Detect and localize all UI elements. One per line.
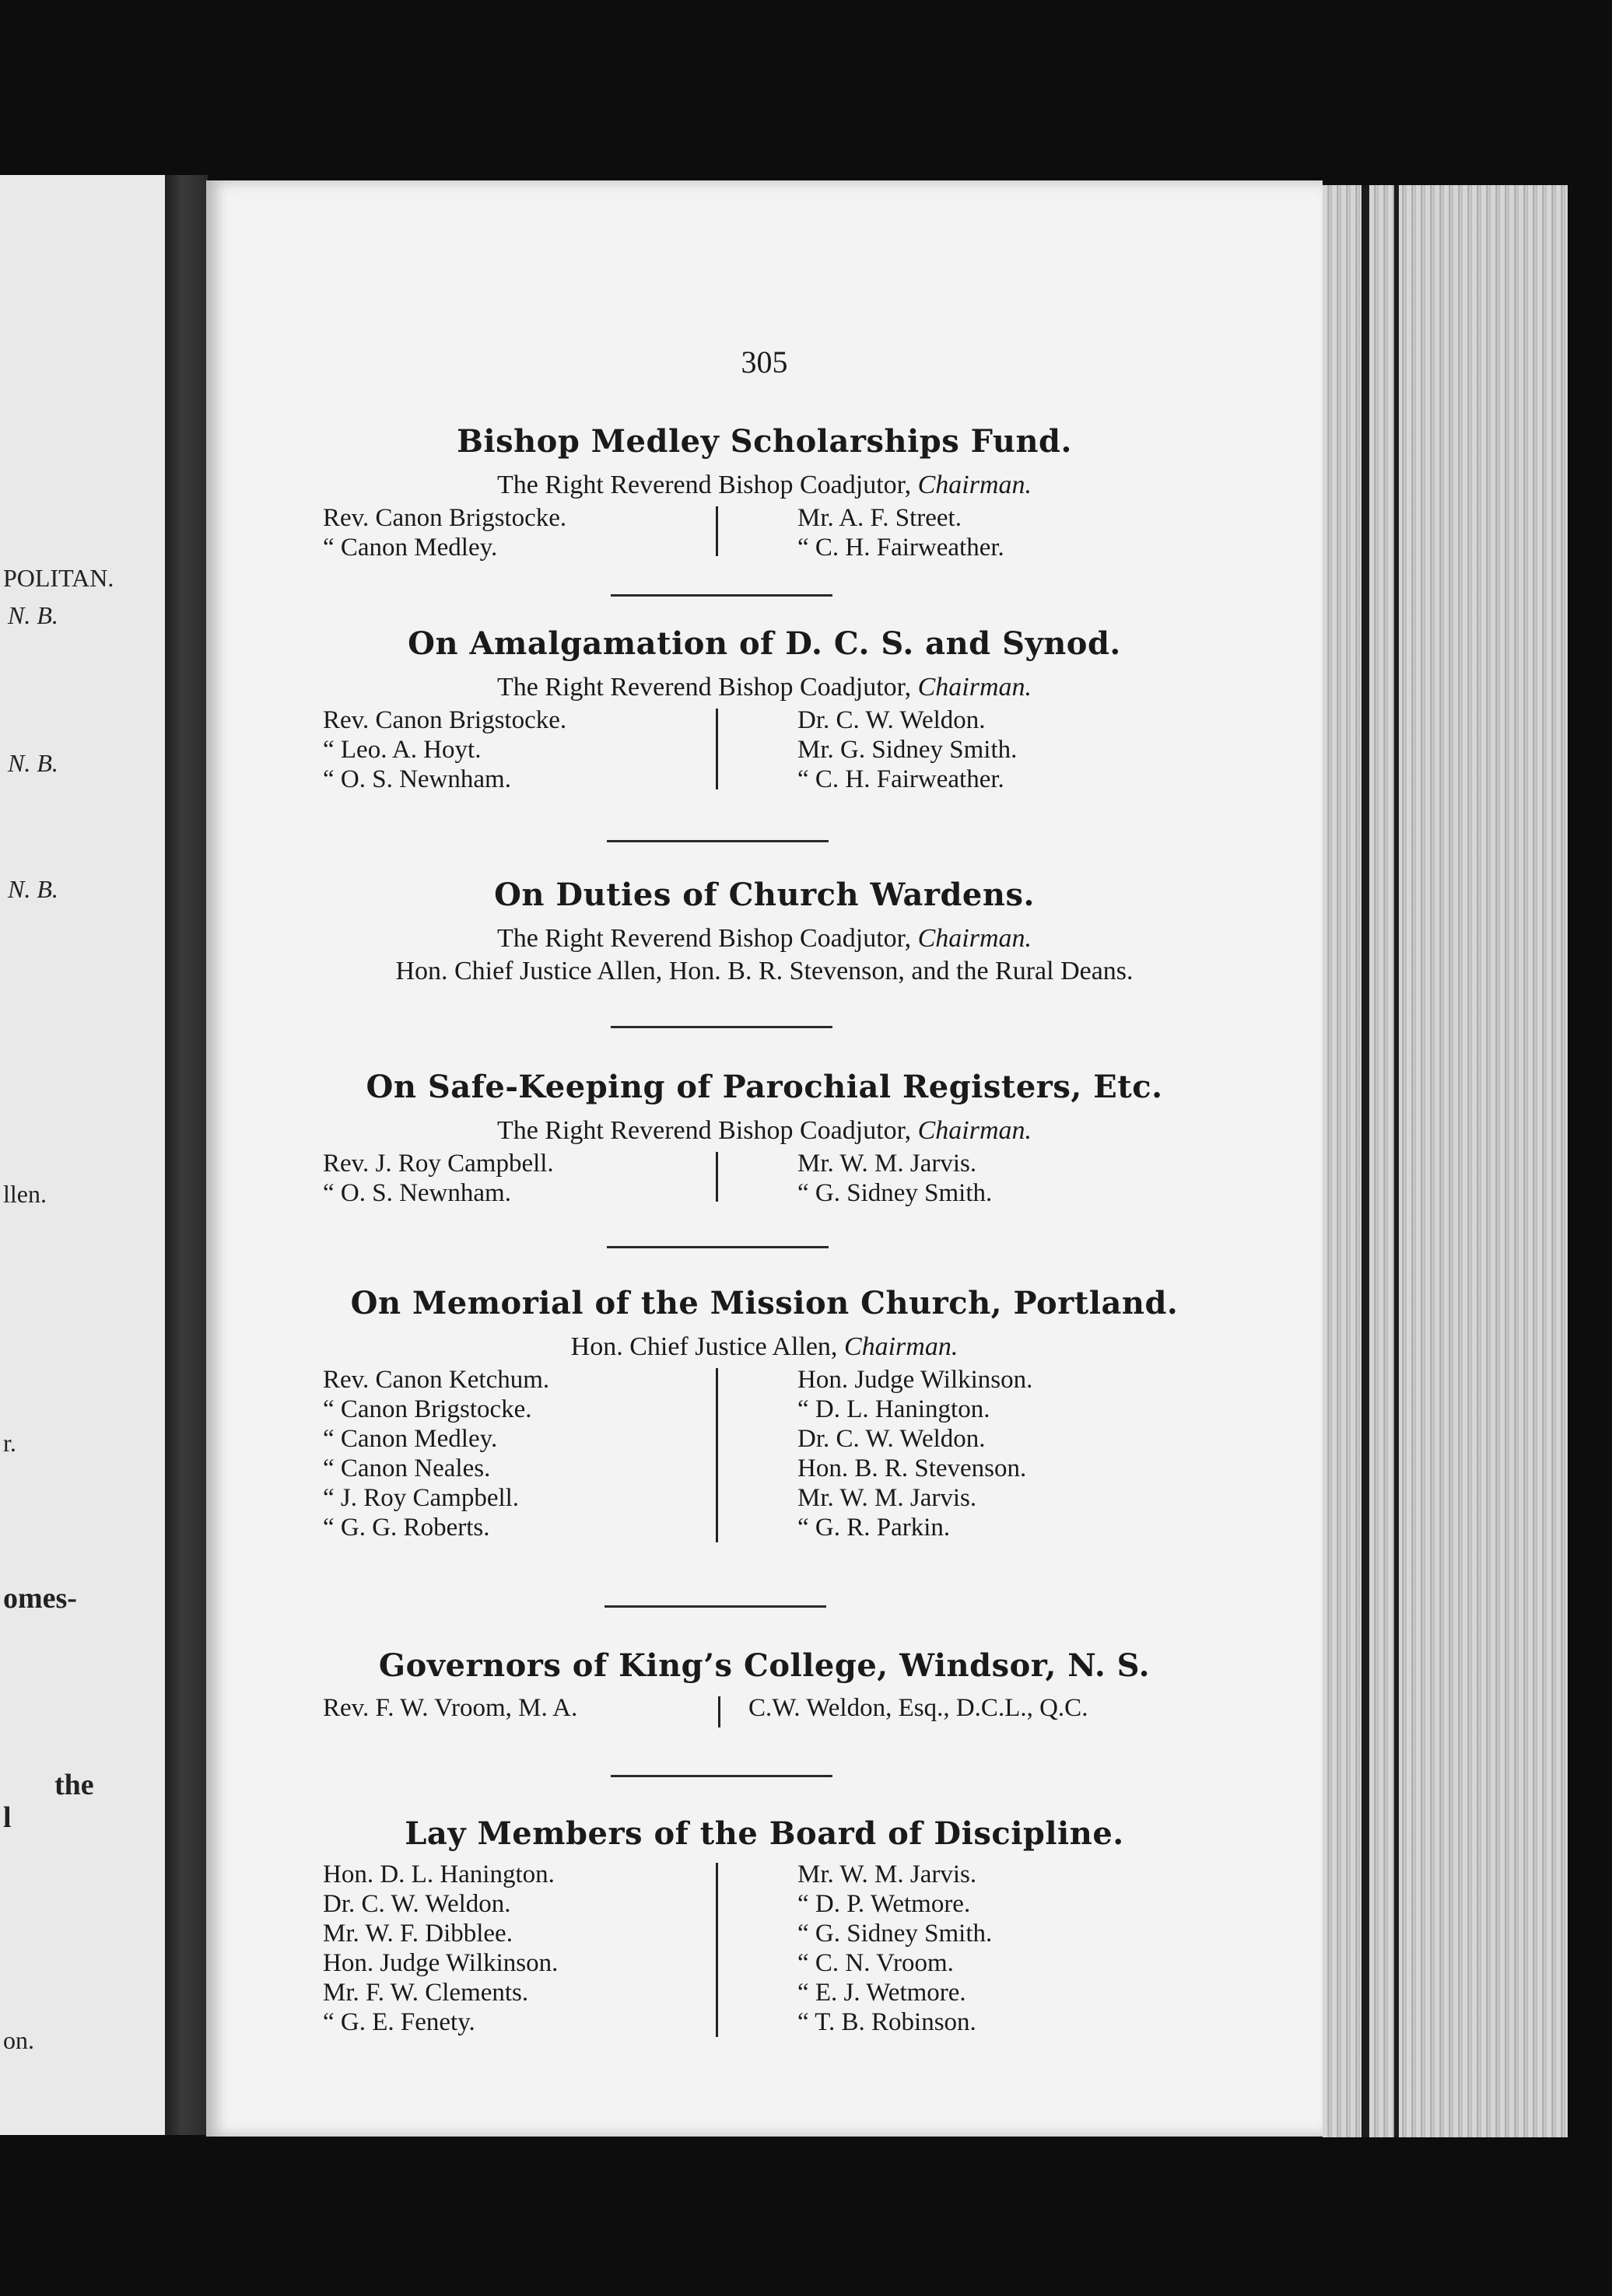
book-gutter [165,175,208,2135]
left-fragment: N. B. [8,749,58,777]
member-name: “ C. H. Fairweather. [797,765,1004,793]
committee-section [206,423,1323,565]
member-name: “ D. P. Wetmore. [797,1890,971,1918]
member-name: Hon. Judge Wilkinson. [797,1366,1033,1394]
section-heading: On Safe-Keeping of Parochial Registers, Etc. [366,1069,1163,1105]
member-name: Hon. B. R. Stevenson. [797,1454,1027,1482]
section-divider [607,840,829,842]
right-member-list [748,1693,1088,1723]
member-name: “ C. N. Vroom. [797,1949,954,1977]
member-name: Rev. F. W. Vroom, M. A. [323,1694,578,1722]
member-name: “ G. Sidney Smith. [797,1179,993,1207]
member-name: “ C. H. Fairweather. [797,534,1004,562]
member-columns [206,1693,1323,1732]
left-member-list [323,503,566,562]
column-divider [716,1152,718,1202]
page-number: 305 [741,345,788,380]
member-name: “ G. R. Parkin. [797,1514,951,1542]
member-columns [206,705,1323,799]
member-name: Rev. Canon Brigstocke. [323,706,567,734]
section-divider [611,1775,832,1777]
column-divider [716,1368,718,1542]
column-divider [716,1863,718,2037]
chairman-line: The Right Reverend Bishop Coadjutor, Chairman. [496,1116,1032,1145]
right-member-list [797,1365,1032,1542]
left-facing-page [0,175,168,2135]
section-heading: Bishop Medley Scholarships Fund. [457,423,1072,460]
column-divider [716,709,718,789]
left-fragment: N. B. [8,601,58,629]
chairman-line: The Right Reverend Bishop Coadjutor, Chairman. [496,924,1032,953]
member-name: Dr. C. W. Weldon. [797,706,986,734]
member-name: “ O. S. Newnham. [323,765,511,793]
member-name: “ O. S. Newnham. [323,1179,511,1207]
section-divider [611,594,832,597]
member-name: Mr. G. Sidney Smith. [797,736,1018,764]
member-name: “ Leo. A. Hoyt. [323,736,482,764]
left-fragment: the [54,1769,94,1801]
member-name: Hon. D. L. Hanington. [323,1860,555,1888]
right-member-list [797,1860,992,2037]
section-heading: On Duties of Church Wardens. [494,877,1035,913]
committee-section [206,877,1323,986]
left-fragment: on. [3,2026,34,2054]
member-name: “ E. J. Wetmore. [797,1979,966,2007]
section-divider [607,1246,829,1248]
right-member-list [797,1149,992,1208]
left-member-list [323,1149,554,1208]
member-name: Mr. F. W. Clements. [323,1979,529,2007]
column-divider [716,506,718,556]
member-name: Mr. A. F. Street. [797,504,962,532]
right-member-list [797,503,1004,562]
member-name: Mr. W. M. Jarvis. [797,1860,977,1888]
member-name: Rev. Canon Brigstocke. [323,504,567,532]
member-name: “ Canon Medley. [323,534,498,562]
left-member-list [323,1693,577,1723]
member-name: Rev. Canon Ketchum. [323,1366,550,1394]
section-heading: On Amalgamation of D. C. S. and Synod. [408,625,1121,662]
member-name: “ D. L. Hanington. [797,1395,990,1423]
member-columns [206,1365,1323,1552]
member-name: Dr. C. W. Weldon. [797,1425,986,1453]
member-name: Mr. W. F. Dibblee. [323,1920,513,1948]
right-member-list [797,705,1017,794]
section-heading: Lay Members of the Board of Discipline. [405,1815,1124,1852]
committee-section [206,625,1323,799]
member-name: “ G. E. Fenety. [323,2008,475,2036]
left-fragment: POLITAN. [3,564,114,592]
committee-section [206,1647,1323,1732]
committee-section [206,1815,1323,2046]
chairman-line: Hon. Chief Justice Allen, Chairman. [570,1332,958,1361]
member-name: Mr. W. M. Jarvis. [797,1484,977,1512]
page-edges [1323,185,1568,2137]
member-name: “ J. Roy Campbell. [323,1484,520,1512]
member-name: C.W. Weldon, Esq., D.C.L., Q.C. [748,1694,1088,1722]
member-name: “ Canon Medley. [323,1425,498,1453]
left-fragment: llen. [3,1180,47,1208]
committee-section [206,1069,1323,1211]
section-heading: Governors of King’s College, Windsor, N. S. [378,1647,1151,1684]
member-name: “ G. G. Roberts. [323,1514,490,1542]
member-columns [206,1860,1323,2046]
member-name: “ Canon Neales. [323,1454,491,1482]
left-member-list [323,1365,549,1542]
chairman-line: The Right Reverend Bishop Coadjutor, Chairman. [496,471,1032,499]
column-divider [718,1696,720,1727]
member-columns [206,1149,1323,1211]
left-fragment: N. B. [8,875,58,903]
book-page [206,180,1323,2137]
chairman-line: The Right Reverend Bishop Coadjutor, Chairman. [496,673,1032,702]
member-name: “ Canon Brigstocke. [323,1395,532,1423]
section-divider [604,1605,826,1608]
left-fragment: r. [3,1429,16,1457]
members-note: Hon. Chief Justice Allen, Hon. B. R. Stevenson, and the Rural Deans. [395,957,1134,985]
left-fragment: l [3,1801,12,1834]
committee-section [206,1285,1323,1552]
member-name: Rev. J. Roy Campbell. [323,1150,554,1178]
section-heading: On Memorial of the Mission Church, Portland. [350,1285,1179,1321]
member-name: Hon. Judge Wilkinson. [323,1949,559,1977]
section-divider [611,1026,832,1028]
member-name: “ G. Sidney Smith. [797,1920,993,1948]
left-fragment: omes- [3,1582,77,1615]
left-member-list [323,705,566,794]
member-name: “ T. B. Robinson. [797,2008,976,2036]
member-columns [206,503,1323,565]
left-member-list [323,1860,558,2037]
member-name: Mr. W. M. Jarvis. [797,1150,977,1178]
member-name: Dr. C. W. Weldon. [323,1890,511,1918]
